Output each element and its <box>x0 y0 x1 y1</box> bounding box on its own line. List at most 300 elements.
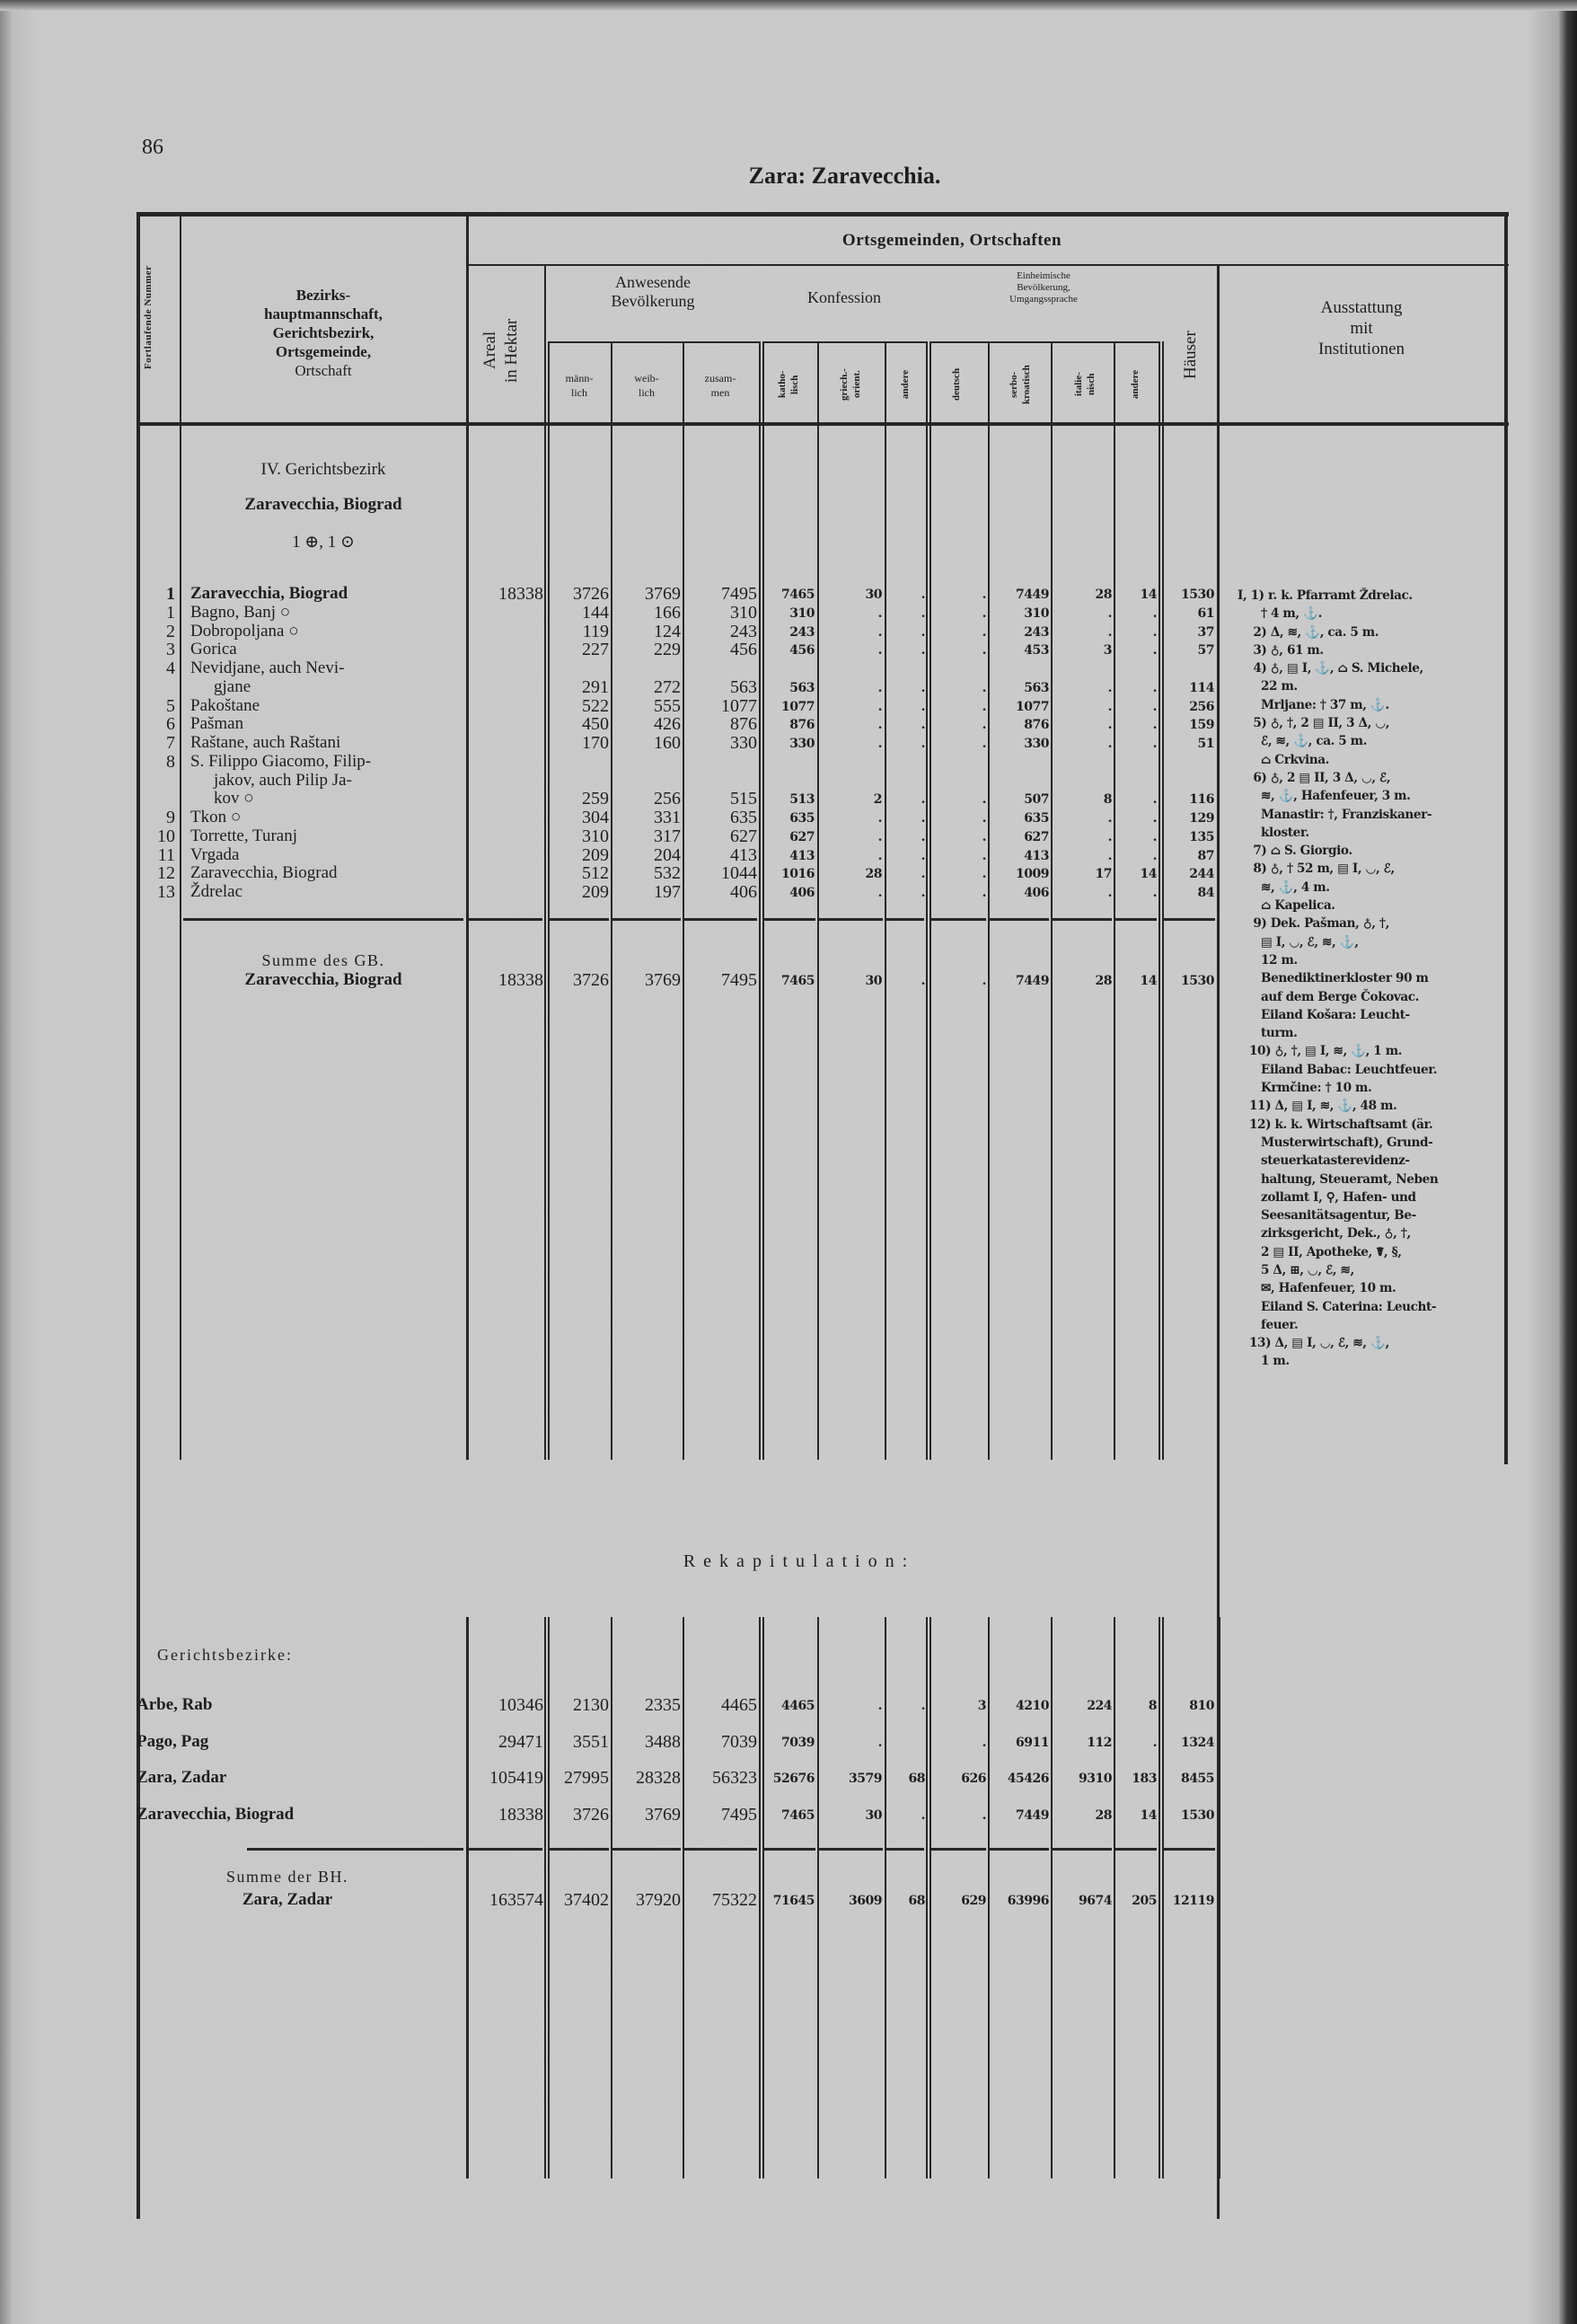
header-einheimische: Umgangssprache <box>1009 294 1078 305</box>
column-rule <box>817 341 819 1460</box>
cell-maennlich: 170 <box>582 733 609 753</box>
row-name: Pašman <box>190 714 244 734</box>
header-haeuser: Häuser <box>1181 331 1200 379</box>
cell-katholisch: 7465 <box>781 588 815 602</box>
cell-andere-konfession: . <box>921 867 925 882</box>
cell-andere-konfession: . <box>921 605 925 621</box>
cell-maennlich: 37402 <box>564 1890 609 1910</box>
row-name: Zaravecchia, Biograd <box>190 863 338 883</box>
row-number: 2 <box>166 621 175 641</box>
cell-maennlich: 3726 <box>573 970 609 990</box>
header-einheimische: Einheimische <box>1017 270 1070 281</box>
footnote-line: ✉, Hafenfeuer, 10 m. <box>1238 1281 1396 1296</box>
cell-weiblich: 272 <box>654 676 681 697</box>
cell-andere-sprache: 205 <box>1132 1894 1157 1908</box>
cell-haeuser: 135 <box>1189 829 1214 844</box>
header-ausstattung: Institutionen <box>1317 340 1405 358</box>
row-name: Pakoštane <box>190 695 260 715</box>
cell-serbokroatisch: 635 <box>1024 811 1049 826</box>
cell-areal: 18338 <box>498 1804 543 1825</box>
row-rule <box>819 1848 883 1851</box>
cell-maennlich: 310 <box>582 826 609 846</box>
cell-katholisch: 4465 <box>781 1699 815 1713</box>
header-fortlaufende-nummer: Fortlaufende Nummer <box>143 265 154 369</box>
cell-andere-konfession: . <box>921 792 925 808</box>
cell-griech-orient: 3609 <box>849 1894 882 1908</box>
row-name: kov ○ <box>214 789 254 809</box>
cell-italienisch: 9674 <box>1079 1894 1112 1908</box>
footnote-line: † 4 m, ⚓. <box>1238 606 1322 622</box>
column-rule <box>1051 341 1053 1460</box>
cell-serbokroatisch: 876 <box>1024 718 1049 733</box>
cell-italienisch: 28 <box>1095 974 1112 988</box>
cell-zusammen: 876 <box>730 714 757 735</box>
row-rule <box>247 1848 463 1851</box>
cell-maennlich: 291 <box>582 676 609 697</box>
cell-katholisch: 310 <box>789 605 815 621</box>
cell-weiblich: 204 <box>654 844 681 865</box>
footnote-line: Krmčine: † 10 m. <box>1238 1081 1372 1096</box>
cell-griech-orient: . <box>877 718 882 733</box>
cell-andere-sprache: . <box>1152 811 1157 826</box>
cell-zusammen: 406 <box>730 882 757 902</box>
cell-katholisch: 7465 <box>781 1807 815 1823</box>
cell-andere-sprache: 183 <box>1132 1772 1157 1786</box>
cell-serbokroatisch: 7449 <box>1016 974 1049 988</box>
footnote-line: kloster. <box>1238 825 1309 840</box>
cell-haeuser: 1530 <box>1181 588 1214 602</box>
cell-andere-sprache: 8 <box>1148 1699 1157 1713</box>
cell-weiblich: 555 <box>654 695 681 716</box>
row-number: 6 <box>166 714 175 735</box>
cell-zusammen: 563 <box>730 676 757 697</box>
header-anwesende: Bevölkerung <box>611 292 695 310</box>
cell-andere-sprache: . <box>1152 624 1157 640</box>
header-serbo-2: kroatisch <box>1021 365 1032 404</box>
row-name: Tkon ○ <box>190 808 242 826</box>
footnote-line: 8) ♁, † 52 m, ▤ I, ◡, ℰ, <box>1238 862 1395 877</box>
row-number: 3 <box>166 640 175 660</box>
header-andere-sprache: andere <box>1130 369 1141 400</box>
cell-serbokroatisch: 63996 <box>1007 1894 1049 1908</box>
footnote-line: 7) ⌂ S. Giorgio. <box>1238 844 1352 859</box>
footnote-line: 2 ▤ II, Apotheke, ☤, §, <box>1238 1244 1402 1259</box>
cell-griech-orient: . <box>877 811 882 826</box>
cell-griech-orient: . <box>877 848 882 863</box>
cell-serbokroatisch: 7449 <box>1016 588 1049 602</box>
row-rule <box>1115 918 1157 921</box>
row-rule <box>684 918 757 921</box>
recap-row-name: Arbe, Rab <box>137 1695 213 1714</box>
cell-andere-konfession: 68 <box>908 1772 925 1786</box>
cell-maennlich: 450 <box>582 714 609 735</box>
cell-andere-sprache: . <box>1152 605 1157 621</box>
cell-maennlich: 512 <box>582 863 609 884</box>
row-rule <box>550 918 609 921</box>
cell-maennlich: 304 <box>582 808 609 827</box>
header-anwesende: Anwesende <box>615 273 691 291</box>
cell-serbokroatisch: 413 <box>1024 848 1049 863</box>
cell-haeuser: 129 <box>1189 811 1214 826</box>
cell-andere-konfession: . <box>921 886 925 900</box>
footnote-line: ≋, ⚓, Hafenfeuer, 3 m. <box>1238 789 1411 804</box>
column-rule <box>926 341 928 1460</box>
cell-weiblich: 166 <box>654 602 681 623</box>
cell-areal: 105419 <box>489 1768 543 1788</box>
cell-italienisch: 3 <box>1103 643 1112 658</box>
cell-griech-orient: . <box>877 680 882 695</box>
header-katholisch: katho- <box>777 370 788 399</box>
column-rule <box>1159 341 1160 1460</box>
cell-andere-sprache: 14 <box>1140 1807 1157 1823</box>
row-rule <box>612 1848 681 1851</box>
cell-italienisch: 9310 <box>1079 1772 1112 1786</box>
column-rule <box>762 341 764 1460</box>
cell-andere-konfession: . <box>921 1807 925 1823</box>
row-rule <box>764 1848 815 1851</box>
footnote-line: 10) ♁, †, ▤ I, ≋, ⚓, 1 m. <box>1238 1044 1403 1059</box>
cell-katholisch: 1016 <box>781 867 815 882</box>
header-italienisch: italie- <box>1073 372 1084 397</box>
cell-andere-sprache: . <box>1152 718 1157 733</box>
row-number: 4 <box>166 658 175 678</box>
cell-katholisch: 243 <box>789 624 815 640</box>
footnote-line: 6) ♁, 2 ▤ II, 3 Δ, ◡, ℰ, <box>1238 770 1391 785</box>
cell-italienisch: 224 <box>1087 1699 1112 1713</box>
footnote-line: turm. <box>1238 1026 1298 1041</box>
cell-katholisch: 7039 <box>781 1735 815 1750</box>
cell-zusammen: 4465 <box>721 1695 757 1715</box>
cell-katholisch: 52676 <box>772 1772 815 1786</box>
row-rule <box>1164 918 1215 921</box>
row-rule <box>612 918 681 921</box>
cell-andere-sprache: . <box>1152 699 1157 714</box>
cell-areal: 163574 <box>489 1890 543 1910</box>
cell-griech-orient: . <box>877 737 882 751</box>
row-name: Gorica <box>190 640 237 659</box>
cell-deutsch: 626 <box>961 1772 986 1786</box>
cell-andere-konfession: . <box>921 737 925 751</box>
page-number: 86 <box>142 136 163 159</box>
cell-maennlich: 227 <box>582 640 609 660</box>
cell-haeuser: 114 <box>1189 680 1214 695</box>
cell-andere-sprache: . <box>1152 886 1157 900</box>
cell-weiblich: 317 <box>654 826 681 846</box>
cell-zusammen: 7039 <box>721 1731 757 1752</box>
cell-deutsch: . <box>982 718 986 733</box>
cell-andere-sprache: . <box>1152 792 1157 808</box>
footnote-line: Seesanitätsagentur, Be- <box>1238 1208 1416 1224</box>
gb-sum-name: Zaravecchia, Biograd <box>244 970 402 989</box>
cell-andere-sprache: . <box>1152 848 1157 863</box>
cell-andere-konfession: . <box>921 643 925 658</box>
header-areal: Areal <box>480 331 499 370</box>
footnote-line: Eiland Babac: Leuchtfeuer. <box>1238 1062 1438 1077</box>
cell-deutsch: . <box>982 643 986 658</box>
cell-weiblich: 28328 <box>636 1768 681 1788</box>
cell-italienisch: . <box>1107 680 1112 695</box>
row-number: 13 <box>157 882 175 902</box>
cell-zusammen: 456 <box>730 640 757 660</box>
cell-weiblich: 124 <box>654 621 681 641</box>
cell-katholisch: 513 <box>789 792 815 808</box>
cell-deutsch: . <box>982 680 986 695</box>
cell-serbokroatisch: 243 <box>1024 624 1049 640</box>
column-rule <box>137 212 140 2219</box>
cell-griech-orient: 28 <box>865 867 882 882</box>
cell-andere-sprache: 14 <box>1140 867 1157 882</box>
recap-total-label: Summe der BH. <box>226 1868 348 1886</box>
row-rule <box>469 918 542 921</box>
cell-zusammen: 243 <box>730 621 757 641</box>
cell-areal: 18338 <box>498 584 543 604</box>
row-rule <box>548 341 759 343</box>
cell-katholisch: 1077 <box>781 699 815 714</box>
cell-deutsch: 629 <box>961 1894 986 1908</box>
row-name: Nevidjane, auch Nevi- <box>190 658 345 677</box>
cell-deutsch: . <box>982 605 986 621</box>
cell-griech-orient: 30 <box>865 974 882 988</box>
row-number: 10 <box>157 826 175 846</box>
cell-weiblich: 229 <box>654 640 681 660</box>
column-rule <box>885 341 886 1460</box>
row-rule <box>1053 1848 1112 1851</box>
cell-zusammen: 7495 <box>721 970 757 990</box>
footnote-line: feuer. <box>1238 1317 1299 1332</box>
cell-weiblich: 197 <box>654 882 681 902</box>
footnote-line: 12) k. k. Wirtschaftsamt (är. <box>1238 1117 1433 1132</box>
header-katholisch-2: lisch <box>789 375 800 394</box>
cell-griech-orient: . <box>877 1699 882 1713</box>
cell-italienisch: . <box>1107 811 1112 826</box>
cell-haeuser: 57 <box>1197 643 1214 658</box>
cell-andere-sprache: 14 <box>1140 974 1157 988</box>
footnote-line: zirksgericht, Dek., ♁, †, <box>1238 1226 1411 1242</box>
cell-italienisch: . <box>1107 699 1112 714</box>
header-weiblich: lich <box>639 386 655 399</box>
header-deutsch: deutsch <box>951 367 962 402</box>
cell-serbokroatisch: 6911 <box>1016 1735 1049 1750</box>
header-maennlich: männ- <box>565 372 594 384</box>
header-konfession: Konfession <box>807 288 881 306</box>
row-name: Bagno, Banj ○ <box>190 602 291 622</box>
cell-italienisch: 112 <box>1087 1735 1112 1750</box>
row-rule <box>819 918 883 921</box>
section-symbols: 1 ⊕, 1 ⊙ <box>292 533 355 552</box>
cell-andere-konfession: 68 <box>908 1894 925 1908</box>
cell-weiblich: 3769 <box>645 1804 681 1825</box>
cell-andere-konfession: . <box>921 848 925 863</box>
cell-serbokroatisch: 1077 <box>1016 699 1049 714</box>
header-serbo: serbo- <box>1009 371 1019 398</box>
cell-zusammen: 56323 <box>712 1768 757 1788</box>
cell-griech-orient: . <box>877 886 882 900</box>
page-title: Zara: Zaravecchia. <box>748 163 941 189</box>
recap-row-name: Zaravecchia, Biograd <box>137 1804 295 1824</box>
cell-andere-konfession: . <box>921 680 925 695</box>
cell-italienisch: . <box>1107 886 1112 900</box>
cell-katholisch: 456 <box>789 643 815 658</box>
header-andere-konfession: andere <box>900 369 911 400</box>
cell-deutsch: . <box>982 848 986 863</box>
row-number: 8 <box>166 751 175 772</box>
cell-deutsch: . <box>982 699 986 714</box>
cell-weiblich: 532 <box>654 863 681 884</box>
row-number: 12 <box>157 863 175 884</box>
cell-zusammen: 1077 <box>721 695 757 716</box>
cell-griech-orient: 3579 <box>849 1772 882 1786</box>
cell-katholisch: 330 <box>789 737 815 751</box>
cell-maennlich: 259 <box>582 789 609 809</box>
row-name: Ždrelac <box>190 882 243 901</box>
cell-italienisch: . <box>1107 624 1112 640</box>
cell-deutsch: . <box>982 1735 986 1750</box>
column-rule <box>1217 1460 1220 2219</box>
cell-serbokroatisch: 4210 <box>1016 1699 1049 1713</box>
footnote-line: 11) Δ, ▤ I, ≋, ⚓, 48 m. <box>1238 1099 1397 1114</box>
header-bezirk-line: Ortschaft <box>295 362 352 379</box>
cell-serbokroatisch: 627 <box>1024 829 1049 844</box>
cell-italienisch: 17 <box>1095 867 1112 882</box>
header-bezirk-line: Bezirks- <box>295 287 351 304</box>
footnote-line: 12 m. <box>1238 952 1298 968</box>
cell-maennlich: 3726 <box>573 1804 609 1825</box>
cell-serbokroatisch: 453 <box>1024 643 1049 658</box>
cell-weiblich: 3488 <box>645 1731 681 1752</box>
cell-zusammen: 7495 <box>721 584 757 604</box>
cell-italienisch: . <box>1107 737 1112 751</box>
cell-griech-orient: . <box>877 699 882 714</box>
footnote-line: Mrljane: † 37 m, ⚓. <box>1238 697 1389 712</box>
cell-katholisch: 635 <box>789 811 815 826</box>
header-weiblich: weib- <box>634 372 659 384</box>
row-rule <box>1053 918 1112 921</box>
cell-italienisch: . <box>1107 605 1112 621</box>
cell-andere-konfession: . <box>921 624 925 640</box>
cell-haeuser: 8455 <box>1181 1772 1214 1786</box>
header-zusammen: zusam- <box>704 372 736 384</box>
cell-haeuser: 159 <box>1189 718 1214 733</box>
cell-serbokroatisch: 45426 <box>1007 1772 1049 1786</box>
cell-areal: 29471 <box>498 1731 543 1752</box>
cell-deutsch: . <box>982 588 986 602</box>
cell-andere-sprache: . <box>1152 680 1157 695</box>
cell-maennlich: 144 <box>582 602 609 623</box>
cell-zusammen: 7495 <box>721 1804 757 1825</box>
recap-title: Rekapitulation: <box>683 1551 916 1571</box>
column-rule <box>1162 341 1164 1460</box>
column-rule <box>759 341 761 1460</box>
row-rule <box>931 1848 986 1851</box>
cell-areal: 18338 <box>498 970 543 990</box>
row-name: Zaravecchia, Biograd <box>190 584 348 603</box>
footnote-line: Eiland S. Caterina: Leucht- <box>1238 1299 1437 1314</box>
cell-serbokroatisch: 7449 <box>1016 1807 1049 1823</box>
cell-serbokroatisch: 507 <box>1024 792 1049 808</box>
cell-italienisch: . <box>1107 718 1112 733</box>
footnote-line: auf dem Berge Čokovac. <box>1238 989 1420 1004</box>
column-rule <box>929 341 931 1460</box>
cell-deutsch: . <box>982 974 986 988</box>
row-name: Vrgada <box>190 844 240 864</box>
cell-deutsch: . <box>982 1807 986 1823</box>
row-number: 9 <box>166 808 175 827</box>
cell-katholisch: 413 <box>789 848 815 863</box>
row-number: 1 <box>166 584 175 604</box>
footnote-line: 5) ♁, †, 2 ▤ II, 3 Δ, ◡, <box>1238 716 1390 731</box>
cell-maennlich: 119 <box>582 621 609 641</box>
row-rule <box>929 341 1159 343</box>
cell-maennlich: 27995 <box>564 1768 609 1788</box>
footnote-line: 9) Dek. Pašman, ♁, †, <box>1238 916 1389 932</box>
column-rule <box>180 212 181 1460</box>
footnote-line: 5 Δ, ⊞, ◡, ℰ, ≋, <box>1238 1262 1354 1277</box>
cell-katholisch: 7465 <box>781 974 815 988</box>
cell-zusammen: 515 <box>730 789 757 809</box>
cell-zusammen: 627 <box>730 826 757 846</box>
cell-weiblich: 37920 <box>636 1890 681 1910</box>
scan-edge <box>0 0 1577 11</box>
footnote-line: ℰ, ≋, ⚓, ca. 5 m. <box>1238 734 1367 749</box>
cell-serbokroatisch: 310 <box>1024 605 1049 621</box>
cell-katholisch: 406 <box>789 886 815 900</box>
cell-deutsch: . <box>982 829 986 844</box>
row-rule <box>886 1848 924 1851</box>
footnote-line: ▤ I, ◡, ℰ, ≋, ⚓, <box>1238 934 1359 950</box>
cell-deutsch: . <box>982 792 986 808</box>
cell-andere-sprache: . <box>1152 737 1157 751</box>
cell-haeuser: 84 <box>1197 886 1214 900</box>
row-rule <box>469 1848 542 1851</box>
footnote-line: 4) ♁, ▤ I, ⚓, ⌂ S. Michele, <box>1238 661 1423 676</box>
cell-haeuser: 810 <box>1189 1699 1214 1713</box>
cell-italienisch: 28 <box>1095 1807 1112 1823</box>
cell-andere-konfession: . <box>921 718 925 733</box>
header-einheimische: Bevölkerung, <box>1017 282 1070 293</box>
header-griech-2: orient. <box>851 370 862 399</box>
cell-weiblich: 331 <box>654 808 681 827</box>
header-ortsgemeinden: Ortsgemeinden, Ortschaften <box>841 231 1062 250</box>
footnote-line: 2) Δ, ≋, ⚓, ca. 5 m. <box>1238 624 1379 640</box>
cell-maennlich: 3726 <box>573 584 609 604</box>
cell-zusammen: 635 <box>730 808 757 827</box>
cell-katholisch: 876 <box>789 718 815 733</box>
cell-katholisch: 627 <box>789 829 815 844</box>
cell-serbokroatisch: 563 <box>1024 680 1049 695</box>
footnote-line: Manastir: †, Franziskaner- <box>1238 807 1432 822</box>
cell-griech-orient: . <box>877 643 882 658</box>
footnote-line: Musterwirtschaft), Grund- <box>1238 1135 1433 1150</box>
cell-andere-sprache: 14 <box>1140 588 1157 602</box>
row-number: 1 <box>166 602 175 623</box>
cell-deutsch: . <box>982 867 986 882</box>
cell-italienisch: 8 <box>1103 792 1112 808</box>
row-name: Torrette, Turanj <box>190 826 297 845</box>
column-rule <box>1217 264 1220 1460</box>
row-rule <box>550 1848 609 1851</box>
ausstattung-footnotes <box>1238 587 1507 1371</box>
cell-maennlich: 209 <box>582 844 609 865</box>
cell-serbokroatisch: 1009 <box>1016 867 1049 882</box>
row-name: jakov, auch Pilip Ja- <box>214 770 352 790</box>
cell-deutsch: . <box>982 886 986 900</box>
row-rule <box>137 422 1509 426</box>
row-rule <box>990 1848 1049 1851</box>
cell-andere-sprache: . <box>1152 643 1157 658</box>
header-maennlich: lich <box>571 386 587 399</box>
row-number: 11 <box>157 844 175 865</box>
cell-weiblich: 160 <box>654 733 681 753</box>
